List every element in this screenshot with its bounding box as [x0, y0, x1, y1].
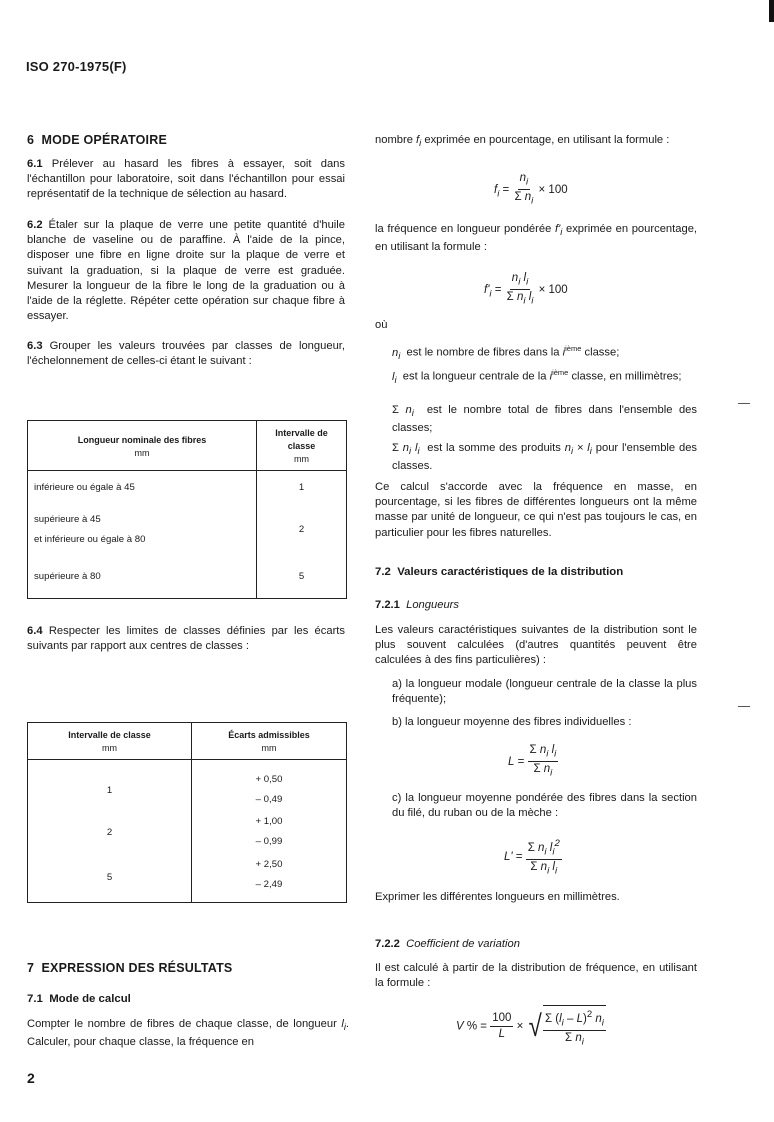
section-7-heading	[27, 961, 232, 975]
list-item-a: a) la longueur modale (longueur centrale de la classe la plus fréquente);	[392, 678, 697, 706]
margin-mark	[738, 706, 750, 707]
table-cell: + 0,50 – 0,49	[192, 760, 347, 811]
table-cell: 1	[106, 784, 113, 796]
subsection-7-1-heading: 7.1 Mode de calcul	[27, 993, 131, 1005]
paragraph-6-4	[27, 624, 345, 654]
page-number: 2	[27, 1070, 35, 1086]
paragraph-7-2-1: Les valeurs caractéristiques suivantes de la distribution sont le plus souvent calculées (d'autres quantités peuvent être calculées à des fins particulières) :	[375, 624, 697, 667]
formula-weighted-frequency: $f'_i$ = $\frac{n_i l_i}{\Sigma n_i l_i}$ × 100	[484, 272, 568, 307]
clause-text: Prélever au hasard les fibres à essayer, soit dans l'échantillon pour laboratoire, soit dans l'échantillon pour essai représentatif de la technique de sélection au hasard.	[27, 158, 346, 201]
table-header-cell: Longueur nominale des fibres mm	[28, 421, 257, 471]
table-row	[28, 854, 347, 902]
table-row	[28, 760, 347, 811]
section-6-heading	[27, 133, 167, 147]
table-cell: + 1,00 – 0,99	[192, 810, 347, 854]
definition-sum-nili: Σ $n_i$ $l_i$ est la somme des produits $n_i \times l_i$ pour l'ensemble des classes.	[392, 442, 698, 473]
table-cell: supérieure à 45 et inférieure ou égale à 80	[34, 513, 146, 545]
list-item-c: c) la longueur moyenne pondérée des fibres dans la section du filé, du ruban ou de la mèche :	[392, 792, 697, 820]
table-cell: 2	[257, 505, 347, 555]
section-title: EXPRESSION DES RÉSULTATS	[41, 961, 233, 975]
paragraph-calculation-note: Ce calcul s'accorde avec la fréquence en masse, en pourcentage, si les fibres de différentes longueurs ont la même masse par unité de longueur, ce qui n'est pas toujours le cas, en particulier pour les fibres naturelles.	[375, 481, 697, 539]
table-header-row	[28, 421, 347, 471]
paragraph-6-2	[27, 218, 345, 324]
table-header-row	[28, 723, 347, 760]
subsection-7-2-1-heading: 7.2.1 Longueurs	[375, 599, 459, 611]
clause-text: Respecter les limites de classes définies par les écarts suivants par rapport aux centres de classes :	[27, 625, 345, 653]
table-header-cell: Intervalle de classe mm	[257, 421, 347, 471]
formula-frequency: $f_i$ = $\frac{n_i}{\Sigma n_i}$ × 100	[494, 172, 568, 207]
table-cell: 5	[257, 555, 347, 599]
section-number: 6	[27, 133, 35, 147]
paragraph-7-1-continued: nombre $f_i$ exprimée en pourcentage, en utilisant la formule :	[375, 134, 670, 149]
paragraph-express-lengths: Exprimer les différentes longueurs en millimètres.	[375, 891, 620, 903]
where-label: où	[375, 319, 388, 331]
subsection-7-2-2-heading: 7.2.2 Coefficient de variation	[375, 938, 520, 950]
table-cell: 2	[106, 826, 113, 838]
table-cell: inférieure ou égale à 45	[34, 482, 135, 494]
clause-text: Grouper les valeurs trouvées par classes de longueur, l'échelonnement de celles-ci étant le suivant :	[27, 340, 346, 368]
subsection-7-2-heading: 7.2 Valeurs caractéristiques de la distribution	[375, 566, 624, 578]
list-item-b: b) la longueur moyenne des fibres individuelles :	[392, 716, 632, 728]
section-title: MODE OPÉRATOIRE	[41, 133, 167, 147]
scan-edge-mark	[769, 0, 774, 22]
document-id: ISO 270-1975(F)	[26, 59, 127, 74]
definition-sum-ni: Σ $n_i$ est le nombre total de fibres dans l'ensemble des classes;	[392, 404, 697, 435]
clause-number: 6.1	[27, 158, 43, 170]
paragraph-7-1: Compter le nombre de fibres de chaque classe, de longueur $l_i$. Calculer, pour chaque classe, la fréquence en	[27, 1018, 349, 1049]
table-row	[28, 810, 347, 854]
paragraph-7-2-2: Il est calculé à partir de la distribution de fréquence, en utilisant la formule :	[375, 962, 697, 990]
clause-number: 6.4	[27, 625, 43, 637]
formula-weighted-mean-length: L' = $\frac{\Sigma n_i l_i^2}{\Sigma n_i l_i}$	[504, 838, 560, 877]
table-cell: + 2,50 – 2,49	[192, 854, 347, 902]
deviation-table	[27, 722, 347, 903]
table-row	[28, 505, 347, 555]
definition-li: $l_i$ est la longueur centrale de la $i^{ième}$ classe, en millimètres;	[392, 368, 682, 385]
formula-coefficient-of-variation: V % = $\frac{100}{L}$ × √ $\frac{\Sigma (l_i - L)^2 n_i}{\Sigma n_i}$	[456, 1005, 606, 1048]
class-length-table	[27, 420, 347, 599]
table-cell: 5	[106, 872, 113, 884]
clause-number: 6.2	[27, 219, 43, 231]
table-row	[28, 555, 347, 599]
table-header-cell: Intervalle de classe mm	[28, 723, 192, 760]
table-cell: 1	[257, 471, 347, 505]
table-header-cell: Écarts admissibles mm	[192, 723, 347, 760]
clause-number: 6.3	[27, 340, 43, 352]
table-row	[28, 471, 347, 505]
paragraph-6-3	[27, 339, 345, 369]
margin-mark	[738, 403, 750, 404]
paragraph-6-1	[27, 157, 345, 203]
table-cell: supérieure à 80	[34, 570, 101, 582]
section-number: 7	[27, 961, 35, 975]
formula-mean-length: L = $\frac{\Sigma n_i l_i}{\Sigma n_i}$	[508, 744, 557, 779]
clause-text: Étaler sur la plaque de verre une petite quantité d'huile blanche de vaseline ou de paraffine. À l'aide de la pince, disposer une fibre en ligne droite sur la plaque de verre et suivant la graduation, si la plaque de verre est graduée. Mesurer la longueur de la fibre le long de la graduation ou à l'aide de la réglette. Répéter cette opération sur chaque fibre à essayer.	[27, 219, 345, 323]
definition-ni: $n_i$ est le nombre de fibres dans la $i^{ième}$ classe;	[392, 344, 620, 361]
paragraph-weighted-frequency: la fréquence en longueur pondérée $f'_i$ exprimée en pourcentage, en utilisant la formule :	[375, 223, 698, 254]
